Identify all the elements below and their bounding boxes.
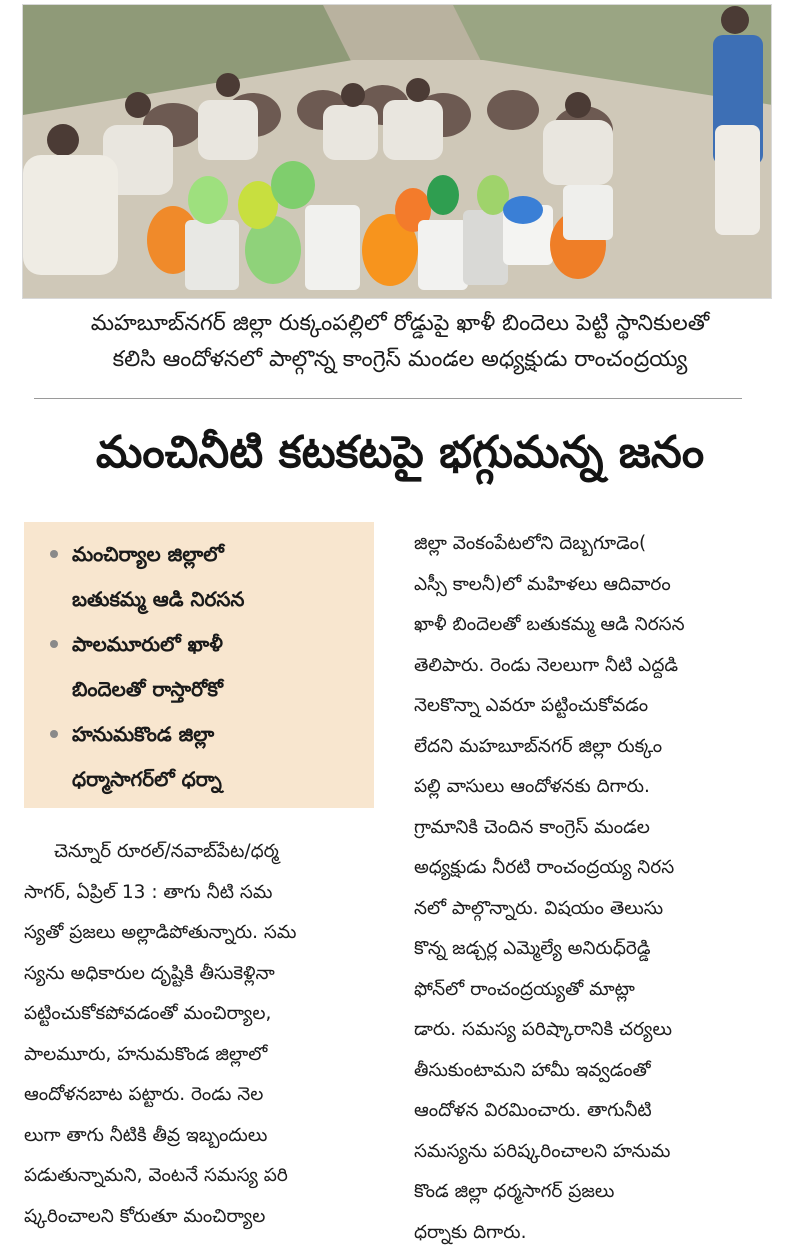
protest-photo-illustration (23, 5, 772, 299)
highlight-item (50, 622, 364, 712)
highlight-line: బిందెలతో రాస్తారోకో (72, 667, 364, 712)
body-line: ఆందోళనబాట పట్టారు. రెండు నెల (24, 1075, 384, 1116)
body-column-left (24, 832, 384, 1237)
body-line: ఖాళీ బిందెలతో బతుకమ్మ ఆడి నిరసన (414, 605, 776, 646)
body-line: స్యను అధికారుల దృష్టికి తీసుకెళ్లినా (24, 954, 384, 995)
body-line: పట్టించుకోకపోవడంతో మంచిర్యాల, (24, 994, 384, 1035)
body-line: తెలిపారు. రెండు నెలలుగా నీటి ఎద్దడి (414, 646, 776, 687)
body-line: సమస్యను పరిష్కరించాలని హనుమ (414, 1132, 776, 1173)
body-line: ఫోన్‌లో రాంచంద్రయ్యతో మాట్లా (414, 970, 776, 1011)
body-line: లేదని మహబూబ్‌నగర్ జిల్లా రుక్కం (414, 727, 776, 768)
caption-line: కలిసి ఆందోళనలో పాల్గొన్న కాంగ్రెస్ మండల అధ్యక్షుడు రాంచంద్రయ్య (22, 342, 778, 378)
body-line: ధర్నాకు దిగారు. (414, 1213, 776, 1253)
caption-line: మహబూబ్‌నగర్ జిల్లా రుక్కంపల్లిలో రోడ్డుపై ఖాళీ బిందెలు పెట్టి స్థానికులతో (22, 306, 778, 342)
body-line: స్యతో ప్రజలు అల్లాడిపోతున్నారు. సమ (24, 913, 384, 954)
body-line: అధ్యక్షుడు నీరటి రాంచంద్రయ్య నిరస (414, 848, 776, 889)
body-line: లుగా తాగు నీటికి తీవ్ర ఇబ్బందులు (24, 1116, 384, 1157)
photo-caption (22, 306, 778, 378)
body-line: పడుతున్నామని, వెంటనే సమస్య పరి (24, 1156, 384, 1197)
body-line: జిల్లా వెంకంపేటలోని దెబ్బగూడెం( (414, 524, 776, 565)
highlight-line: ధర్మాసాగర్‌లో ధర్నా (72, 757, 364, 802)
highlight-item (50, 712, 364, 802)
article-headline: మంచినీటి కటకటపై భగ్గుమన్న జనం (22, 418, 778, 488)
highlight-item (50, 532, 364, 622)
highlight-line: మంచిర్యాల జిల్లాలో (72, 532, 364, 577)
highlight-line: హనుమకొండ జిల్లా (72, 712, 364, 757)
body-line: ష్కరించాలని కోరుతూ మంచిర్యాల (24, 1197, 384, 1238)
body-line: ఎస్సీ కాలనీ)లో మహిళలు ఆదివారం (414, 565, 776, 606)
caption-divider (34, 398, 742, 399)
body-line: కొండ జిల్లా ధర్మసాగర్ ప్రజలు (414, 1172, 776, 1213)
highlight-line: పాలమూరులో ఖాళీ (72, 622, 364, 667)
body-line: సాగర్, ఏప్రిల్ 13 : తాగు నీటి సమ (24, 873, 384, 914)
body-line: గ్రామానికి చెందిన కాంగ్రెస్ మండల (414, 808, 776, 849)
body-line: పాలమూరు, హనుమకొండ జిల్లాలో (24, 1035, 384, 1076)
news-photo (22, 4, 772, 299)
body-line: డారు. సమస్య పరిష్కారానికి చర్యలు (414, 1010, 776, 1051)
body-line: తీసుకుంటామని హామీ ఇవ్వడంతో (414, 1051, 776, 1092)
body-line: నెలకొన్నా ఎవరూ పట్టించుకోవడం (414, 686, 776, 727)
highlight-line: బతుకమ్మ ఆడి నిరసన (72, 577, 364, 622)
body-line: కొన్న జడ్చర్ల ఎమ్మెల్యే అనిరుధ్‌రెడ్డి (414, 929, 776, 970)
body-column-right (414, 524, 776, 1253)
body-line: పల్లి వాసులు ఆందోళనకు దిగారు. (414, 767, 776, 808)
bullet-icon (50, 730, 58, 738)
bullet-icon (50, 640, 58, 648)
highlights-box (24, 522, 374, 808)
body-line: నలో పాల్గొన్నారు. విషయం తెలుసు (414, 889, 776, 930)
bullet-icon (50, 550, 58, 558)
body-line: చెన్నూర్ రూరల్/నవాబ్‌పేట/ధర్మ (24, 832, 384, 873)
body-line: ఆందోళన విరమించారు. తాగునీటి (414, 1091, 776, 1132)
